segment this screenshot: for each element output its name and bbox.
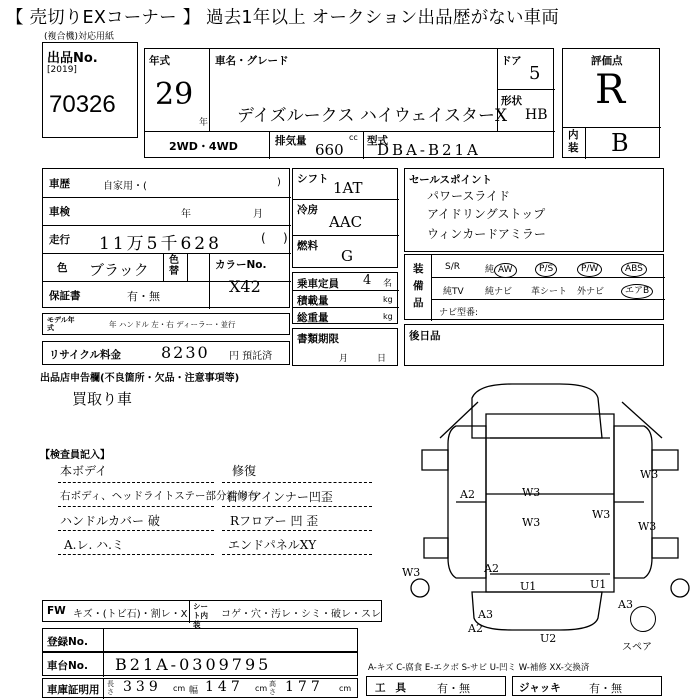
jack-label: ジャッキ (519, 682, 561, 694)
recycle-box (42, 341, 290, 365)
cert-label: 車庫証明用 (47, 684, 100, 696)
jack-box (512, 676, 662, 696)
load-label: 積載量 (297, 295, 329, 307)
name-value: デイズルークス ハイウェイスターX (237, 106, 508, 126)
mark-10: A3 (478, 608, 493, 621)
lot-number: 70326 (49, 91, 116, 118)
color-change-label: 色替 (169, 255, 179, 277)
chassis-box (42, 652, 358, 676)
equip-airbag: エアB (621, 284, 653, 299)
reg-no-box (42, 628, 358, 652)
equip-abs: ABS (621, 262, 647, 277)
color-label: 色 (57, 262, 68, 274)
warranty-label: 保証書 (49, 290, 81, 302)
inspector-right-1: 修復 (232, 464, 257, 478)
inspector-left-1: 本ボデイ (60, 464, 108, 478)
inspector-left-3: ハンドルカバー 破 (60, 514, 160, 528)
fuel-value: G (341, 247, 353, 265)
spare-label: スペア (622, 642, 652, 653)
mark-2: W3 (522, 486, 541, 499)
shape-value: HB (525, 107, 548, 123)
mark-12: U2 (540, 632, 557, 645)
reg-month: 月 (339, 354, 349, 364)
warranty-options: 有・無 (127, 290, 160, 303)
name-label: 車名・グレード (215, 55, 289, 67)
sales-line-2: アイドリングストップ (427, 207, 546, 221)
inspection-year: 年 (181, 209, 191, 220)
equipment-label: 装備品 (413, 263, 424, 309)
inspector-label: 【検査員記入】 (40, 450, 110, 461)
width-label: 幅 (189, 686, 199, 696)
chassis-label: 車台No. (47, 660, 88, 672)
capacity-box (292, 272, 398, 324)
equip-tv: 純TV (443, 287, 464, 297)
reg-label: 書類期限 (297, 333, 339, 345)
mileage-value: 11万5千628 (99, 234, 222, 254)
capacity-label: 乗車定員 (297, 278, 339, 290)
load-unit: kg (383, 295, 393, 304)
len-unit: cm (173, 684, 186, 693)
rear-box (404, 324, 664, 366)
fw-box (42, 600, 382, 629)
recycle-value: 8230 (161, 343, 210, 362)
fuel-label: 燃料 (297, 240, 318, 252)
equip-aw: 純 AW (485, 262, 517, 278)
reg-day: 日 (377, 354, 387, 364)
subnote: (複合機)対応用紙 (44, 32, 115, 42)
damage-legend: A-キズ C-腐食 E-エクボ S-サビ U-凹ミ W-補修 XX-交換済 (368, 663, 590, 673)
notice-text: 買取り車 (72, 390, 133, 408)
mark-3: W3 (592, 508, 611, 521)
inspection-label: 車検 (49, 206, 70, 218)
equip-ps: P/S (535, 262, 557, 277)
mark-11: A2 (468, 622, 483, 635)
len-label: 長さ (107, 680, 114, 696)
inspector-right-2: 右リアインナー凹歪 (226, 490, 333, 504)
tools-box (366, 676, 506, 696)
equip-pw: P/W (577, 262, 602, 277)
capacity-unit: 名 (383, 279, 393, 289)
capacity-value: 4 (363, 273, 372, 288)
mark-13: U1 (520, 580, 537, 593)
fw-label: FW (47, 605, 66, 617)
height-value: 177 (285, 679, 324, 695)
vehicle-info-box: 車歴 自家用・( ) 車検 年 月 走行 11万5千628 ( ) 色 ブラック 色替 カラーNo. X42 保証書 有・無 (42, 168, 290, 308)
model-year-fields: 年 ハンドル 左・右 ディーラー・並行 (109, 320, 236, 329)
mid-box (292, 168, 398, 268)
drive-options: 2WD・4WD (169, 140, 238, 153)
mark-9: A3 (618, 598, 633, 611)
gross-label: 総重量 (297, 312, 329, 324)
reg-no-label: 登録No. (47, 636, 88, 648)
displacement-value: 660 (315, 141, 344, 159)
door-label: ドア (501, 55, 522, 67)
navi-model-label: ナビ型番: (439, 308, 479, 318)
interior-value: B (611, 129, 629, 157)
mileage-paren: ( (261, 231, 266, 245)
shift-value: 1AT (333, 179, 363, 197)
inspector-right-3: Rフロアー 凹 歪 (230, 514, 319, 528)
lot-year: [2019] (47, 65, 77, 75)
chassis-value: B21A-0309795 (115, 655, 272, 674)
sales-line-3: ウィンカードアミラー (427, 227, 546, 241)
banner: 【 売切りEXコーナー 】 過去1年以上 オークション出品歴がない車両 (6, 8, 560, 28)
equip-leather: 革シート (531, 287, 568, 297)
history-value: 自家用・( (103, 181, 147, 192)
reg-box (292, 328, 398, 366)
cc-unit: cc (349, 133, 358, 142)
color-no-label: カラーNo. (215, 259, 267, 271)
mark-8: U1 (590, 578, 607, 591)
tools-options: 有・無 (437, 682, 470, 695)
cert-box (42, 678, 358, 698)
model-value: DBA-B21A (377, 141, 481, 159)
inspector-left-4: A.レ. ハ.ミ (64, 538, 124, 552)
mark-7: A2 (484, 562, 499, 575)
seat-items: コゲ・穴・汚レ・シミ・破レ・スレ (221, 609, 381, 620)
fw-items: キズ・(トビ石)・割レ・X (73, 609, 188, 620)
model-year-box (42, 313, 290, 335)
door-value: 5 (529, 63, 541, 84)
lot-box (42, 42, 138, 138)
year-unit: 年 (199, 118, 209, 128)
equip-sr: S/R (445, 262, 460, 272)
history-label: 車歴 (49, 178, 70, 190)
recycle-unit: 円 預託済 (229, 351, 273, 362)
header-box (144, 48, 554, 158)
year-label: 年式 (149, 55, 170, 67)
sales-label: セールスポイント (409, 174, 493, 186)
height-unit: cm (339, 684, 352, 693)
ac-label: 冷房 (297, 204, 318, 216)
notice-label: 出品店申告欄(不良箇所・欠品・注意事項等) (40, 373, 240, 384)
len-value: 339 (123, 679, 162, 695)
tools-label: 工具 (375, 682, 416, 694)
mark-5: W3 (522, 516, 541, 529)
equip-navi: 純ナビ (485, 287, 513, 297)
mark-1: W3 (640, 468, 659, 481)
mileage-label: 走行 (49, 234, 70, 246)
inspector-right-4: エンドパネルXY (228, 538, 317, 552)
lot-label: 出品No. (47, 51, 98, 66)
jack-options: 有・無 (589, 682, 622, 695)
seat-label: シート内装 (193, 602, 208, 629)
mark-6: W3 (638, 520, 657, 533)
score-value: R (595, 67, 626, 113)
score-label: 評価点 (591, 55, 623, 67)
shift-label: シフト (297, 173, 329, 185)
mark-14: W3 (402, 566, 421, 579)
shape-label: 形状 (501, 95, 522, 107)
spare-circle (630, 606, 656, 632)
score-box (562, 48, 660, 158)
width-value: 147 (205, 679, 244, 695)
displacement-label: 排気量 (275, 135, 307, 147)
mark-4: A2 (460, 488, 475, 501)
inspector-left-2: 右ボディ、ヘッドライトステー部分補修有 (60, 490, 259, 502)
ac-value: AAC (329, 213, 363, 231)
year-value: 29 (155, 77, 194, 112)
sales-box (404, 168, 664, 252)
inspection-month: 月 (253, 209, 263, 220)
color-value: ブラック (89, 261, 149, 279)
width-unit: cm (255, 684, 268, 693)
gross-unit: kg (383, 312, 393, 321)
height-label: 高さ (269, 680, 276, 696)
model-label: 型式 (367, 135, 388, 147)
interior-label: 内装 (568, 129, 579, 154)
recycle-label: リサイクル料金 (49, 349, 122, 361)
equip-ext-navi: 外ナビ (577, 287, 605, 297)
color-no-value: X42 (229, 277, 261, 296)
equipment-box (404, 254, 664, 320)
car-diagram (400, 378, 700, 640)
sales-line-1: パワースライド (427, 189, 511, 203)
model-year-label: モデル年式 (47, 316, 75, 332)
rear-label: 後日品 (409, 330, 441, 342)
